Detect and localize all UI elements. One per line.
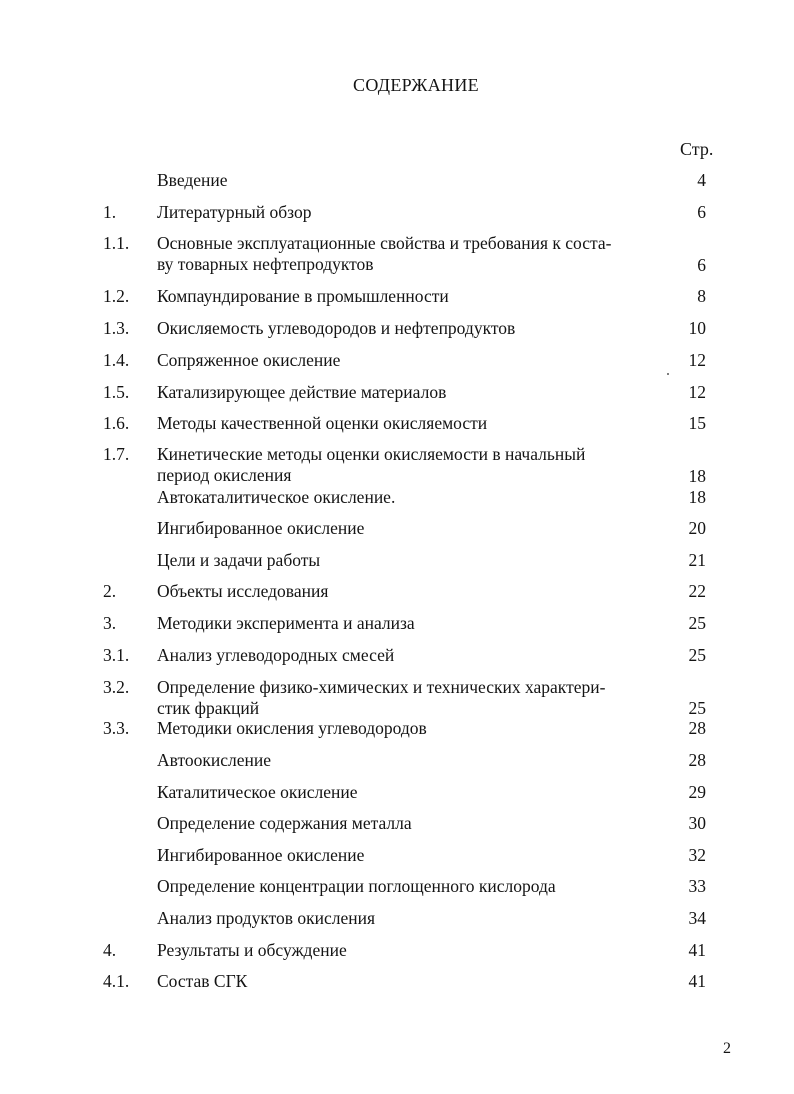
toc-entry-page: 10 (688, 318, 706, 338)
toc-entry-title: Окисляемость углеводородов и нефтепродуктов (157, 318, 516, 338)
toc-entry-number: 1.6. (103, 413, 130, 433)
pages-column-label: Стр. (680, 139, 714, 159)
toc-entry-title: Определение содержания металла (157, 813, 412, 833)
toc-entry-page: 12 (688, 382, 706, 402)
toc-entry-page: 18 (688, 487, 706, 507)
toc-entry-page: 32 (688, 845, 706, 865)
toc-entry-page: 28 (688, 750, 706, 770)
toc-entry-title: Определение физико-химических и технических характери- стик фракций (157, 677, 606, 718)
toc-entry-title: Анализ продуктов окисления (157, 908, 376, 928)
toc-entry-title: Автоокисление (157, 750, 272, 770)
toc-entry-page: 29 (688, 782, 706, 802)
toc-entry-number: 1.1. (103, 233, 130, 253)
toc-entry-title: Автокаталитическое окисление. (157, 487, 396, 507)
toc-entry-number: 1.3. (103, 318, 130, 338)
toc-entry-title: Методики эксперимента и анализа (157, 613, 415, 633)
toc-entry-title: Состав СГК (157, 971, 248, 991)
toc-entry-page: 6 (697, 255, 706, 275)
toc-entry-page: 28 (688, 718, 706, 738)
toc-entry-page: 25 (688, 613, 706, 633)
toc-entry-page: 25 (688, 645, 706, 665)
toc-entry-number: 1.2. (103, 286, 130, 306)
toc-entry-page: 25 (688, 698, 706, 718)
toc-entry-page: 30 (688, 813, 706, 833)
toc-entry-page: 8 (697, 286, 706, 306)
toc-entry-page: 18 (688, 466, 706, 486)
toc-entry-page: 41 (688, 940, 706, 960)
footer-page-number: 2 (723, 1040, 731, 1057)
toc-entry-page: 15 (688, 413, 706, 433)
toc-entry-page: 22 (688, 581, 706, 601)
toc-entry-title: Анализ углеводородных смесей (157, 645, 395, 665)
toc-entry-title: Объекты исследования (157, 581, 329, 601)
toc-entry-title: Ингибированное окисление (157, 518, 365, 538)
toc-entry-number: 3.1. (103, 645, 130, 665)
toc-entry-title: Кинетические методы оценки окисляемости в начальный период окисления (157, 444, 586, 485)
toc-entry-page: 21 (688, 550, 706, 570)
toc-entry-title: Катализирующее действие материалов (157, 382, 447, 402)
toc-entry-title: Методы качественной оценки окисляемости (157, 413, 488, 433)
toc-entry-number: 2. (103, 581, 117, 601)
toc-entry-title: Методики окисления углеводородов (157, 718, 427, 738)
toc-entry-title: Основные эксплуатационные свойства и требования к соста- ву товарных нефтепродуктов (157, 233, 612, 274)
toc-entry-title: Каталитическое окисление (157, 782, 358, 802)
toc-entry-title: Сопряженное окисление (157, 350, 341, 370)
toc-entry-page: 34 (688, 908, 706, 928)
toc-entry-title: Литературный обзор (157, 202, 312, 222)
toc-entry-page: 33 (688, 876, 706, 896)
toc-entry-title: Компаундирование в промышленности (157, 286, 449, 306)
page-title: СОДЕРЖАНИЕ (353, 75, 479, 95)
toc-entry-page: 41 (688, 971, 706, 991)
toc-entry-number: 3.3. (103, 718, 130, 738)
toc-entry-number: 3.2. (103, 677, 130, 697)
toc-entry-number: 1.7. (103, 444, 130, 464)
toc-entry-number: 4.1. (103, 971, 130, 991)
toc-entry-title: Определение концентрации поглощенного кислорода (157, 876, 556, 896)
toc-entry-page: 6 (697, 202, 706, 222)
toc-entry-page: 20 (688, 518, 706, 538)
toc-entry-number: 1.5. (103, 382, 130, 402)
toc-entry-title: Цели и задачи работы (157, 550, 321, 570)
toc-entry-page: 12 (688, 350, 706, 370)
toc-entry-title: Результаты и обсуждение (157, 940, 347, 960)
toc-entry-number: 4. (103, 940, 117, 960)
toc-entry-number: 1.4. (103, 350, 130, 370)
scan-speck (667, 373, 669, 375)
toc-entry-page: 4 (697, 170, 706, 190)
toc-entry-title: Введение (157, 170, 228, 190)
toc-entry-title: Ингибированное окисление (157, 845, 365, 865)
toc-entry-number: 1. (103, 202, 117, 222)
toc-entry-number: 3. (103, 613, 117, 633)
